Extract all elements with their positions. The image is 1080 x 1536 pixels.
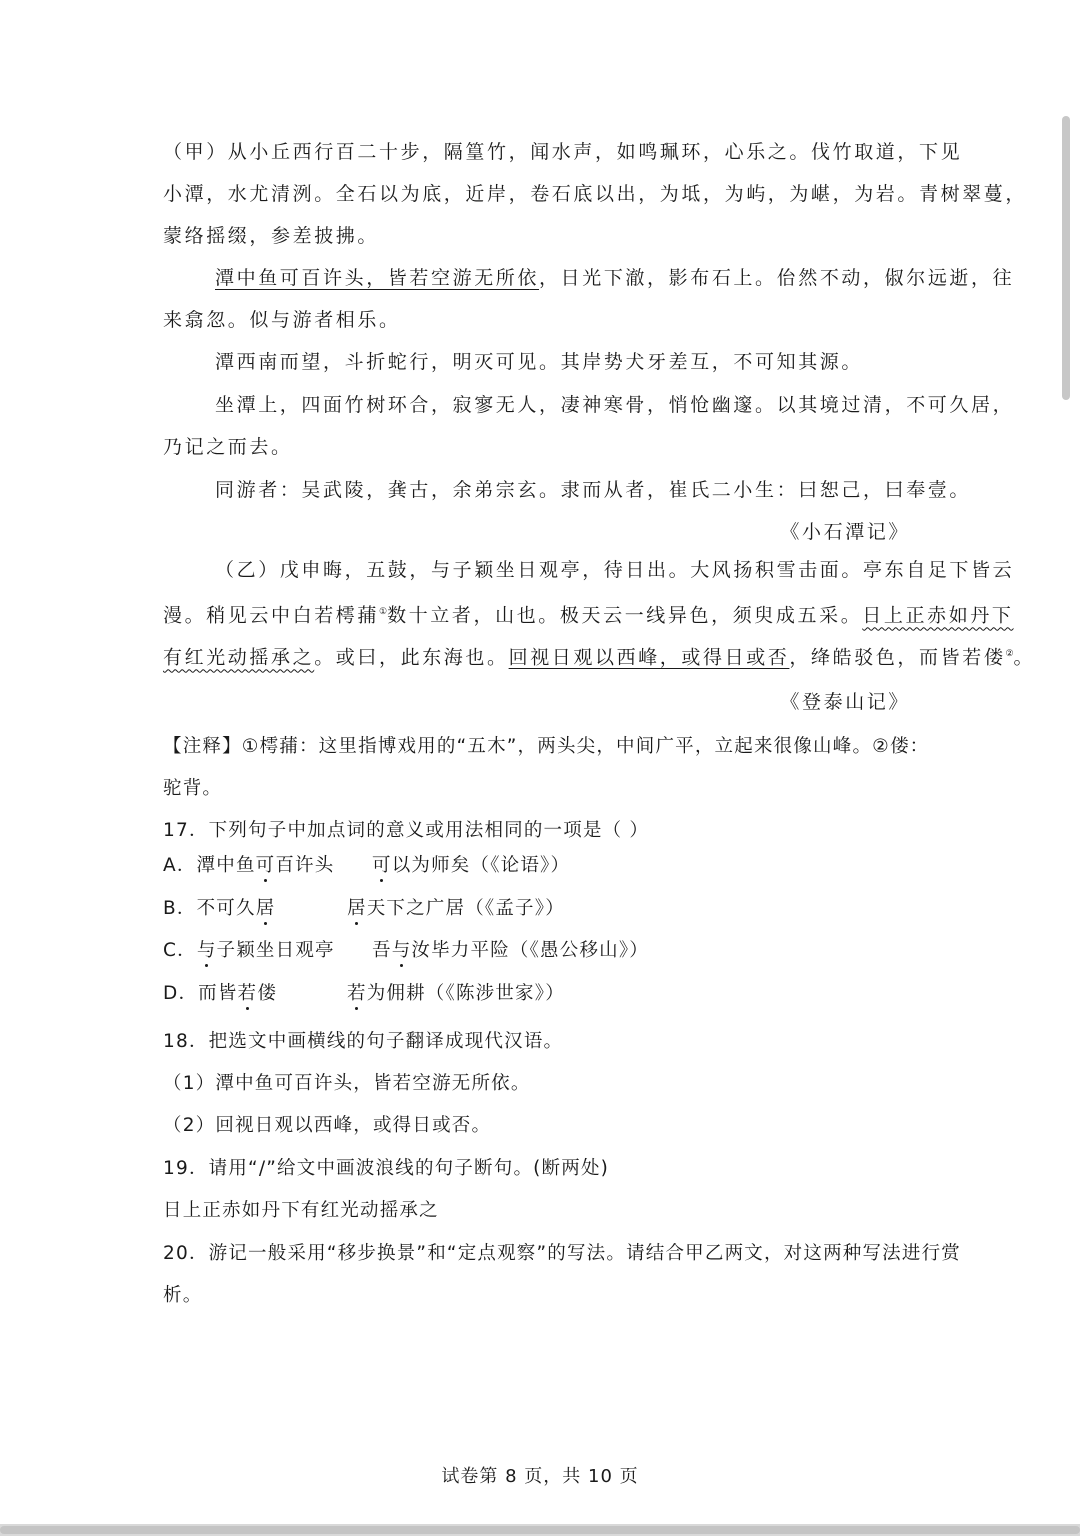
q19-stem: 19．请用“/”给文中画波浪线的句子断句。(断两处): [163, 1158, 610, 1179]
page-footer: 试卷第 8 页，共 10 页: [441, 1466, 639, 1487]
dotted-word: 可: [255, 855, 276, 876]
q18-sentence-1: （1）潭中鱼可百许头，皆若空游无所依。: [163, 1073, 531, 1094]
dotted-word: 居: [347, 898, 367, 919]
q17-option-a: A．潭中鱼可百许头: [163, 855, 335, 876]
q18-stem: 18．把选文中画横线的句子翻译成现代汉语。: [163, 1031, 564, 1052]
footnote-marker-1: ①: [379, 607, 388, 617]
wavy-sentence-part-2: 有红光动摇承之: [163, 646, 315, 669]
footnote-marker-2: ②: [1005, 649, 1014, 659]
dotted-word: 可: [372, 855, 392, 876]
horizontal-scrollbar-track[interactable]: [0, 1524, 1080, 1536]
passage-jia-line-1: （甲）从小丘西行百二十步，隔篁竹，闻水声，如鸣珮环，心乐之。伐竹取道，下见: [163, 141, 963, 163]
q17-option-b: B．不可久居: [163, 898, 276, 919]
dotted-word: 若: [237, 983, 258, 1004]
q17-option-c-compare: 吾与汝毕力平险（《愚公移山》）: [372, 940, 650, 961]
wavy-sentence-part-1: 日上正赤如丹下: [862, 604, 1014, 627]
passage-jia-para-3: 潭西南而望，斗折蛇行，明灭可见。其岸势犬牙差互，不可知其源。: [215, 351, 864, 373]
passage-yi-source: 《登泰山记》: [780, 691, 910, 713]
passage-jia-line-8: 乃记之而去。: [163, 436, 293, 458]
passage-yi-line-3: 有红光动摇承之。或曰，此东海也。回视日观以西峰，或得日或否，绛皓驳色，而皆若偻②。: [163, 646, 1036, 669]
q17-option-c: C．与子颖坐日观亭: [163, 940, 335, 961]
dotted-word: 若: [347, 983, 367, 1004]
passage-yi-line-1: （乙）戊申晦，五鼓，与子颖坐日观亭，待日出。大风扬积雪击面。亭东自足下皆云: [215, 559, 1015, 581]
q18-sentence-2: （2）回视日观以西峰，或得日或否。: [163, 1115, 492, 1136]
q17-option-b-compare: 居天下之广居（《孟子》）: [347, 898, 565, 919]
q17-option-d-compare: 若为佣耕（《陈涉世家》）: [347, 983, 565, 1004]
passage-jia-line-3: 蒙络摇缀，参差披拂。: [163, 225, 380, 247]
passage-jia-source: 《小石潭记》: [780, 521, 910, 543]
underlined-sentence-2: 回视日观以西峰，或得日或否: [508, 646, 790, 669]
q20-line-2: 析。: [163, 1285, 203, 1306]
underlined-sentence-1: 潭中鱼可百许头，皆若空游无所依: [215, 267, 540, 289]
dotted-word: 与: [196, 940, 217, 961]
q17-stem: 17．下列句子中加点词的意义或用法相同的一项是（ ）: [163, 820, 650, 841]
horizontal-scrollbar-thumb[interactable]: [0, 1526, 1080, 1534]
q17-option-d: D．而皆若偻: [163, 983, 277, 1004]
dotted-word: 居: [255, 898, 276, 919]
passage-jia-para-2: 潭中鱼可百许头，皆若空游无所依，日光下澈，影布石上。佁然不动，俶尔远逝，往: [215, 267, 1015, 289]
notes-line-2: 驼背。: [163, 778, 223, 799]
notes-line-1: 【注释】①樗蒱：这里指博戏用的“五木”，两头尖，中间广平，立起来很像山峰。②偻：: [163, 736, 930, 757]
passage-yi-line-2: 漫。稍见云中白若樗蒱①数十立者，山也。极天云一线异色，须臾成五采。日上正赤如丹下: [163, 604, 1014, 627]
dotted-word: 与: [391, 940, 412, 961]
passage-jia-line-5: 来翕忽。似与游者相乐。: [163, 309, 401, 331]
q20-line-1: 20．游记一般采用“移步换景”和“定点观察”的写法。请结合甲乙两文，对这两种写法进行赏: [163, 1243, 961, 1264]
passage-jia-para-5: 同游者：吴武陵，龚古，余弟宗玄。隶而从者，崔氏二小生：曰恕己，曰奉壹。: [215, 479, 972, 501]
q19-sentence: 日上正赤如丹下有红光动摇承之: [163, 1200, 439, 1221]
passage-jia-para-4: 坐潭上，四面竹树环合，寂寥无人，凄神寒骨，悄怆幽邃。以其境过清，不可久居，: [215, 394, 1015, 416]
q17-option-a-compare: 可以为师矣（《论语》）: [372, 855, 571, 876]
passage-jia-line-2: 小潭，水尤清洌。全石以为底，近岸，卷石底以出，为坻，为屿，为嵁，为岩。青树翠蔓，: [163, 183, 1028, 205]
vertical-scrollbar[interactable]: [1062, 116, 1070, 400]
